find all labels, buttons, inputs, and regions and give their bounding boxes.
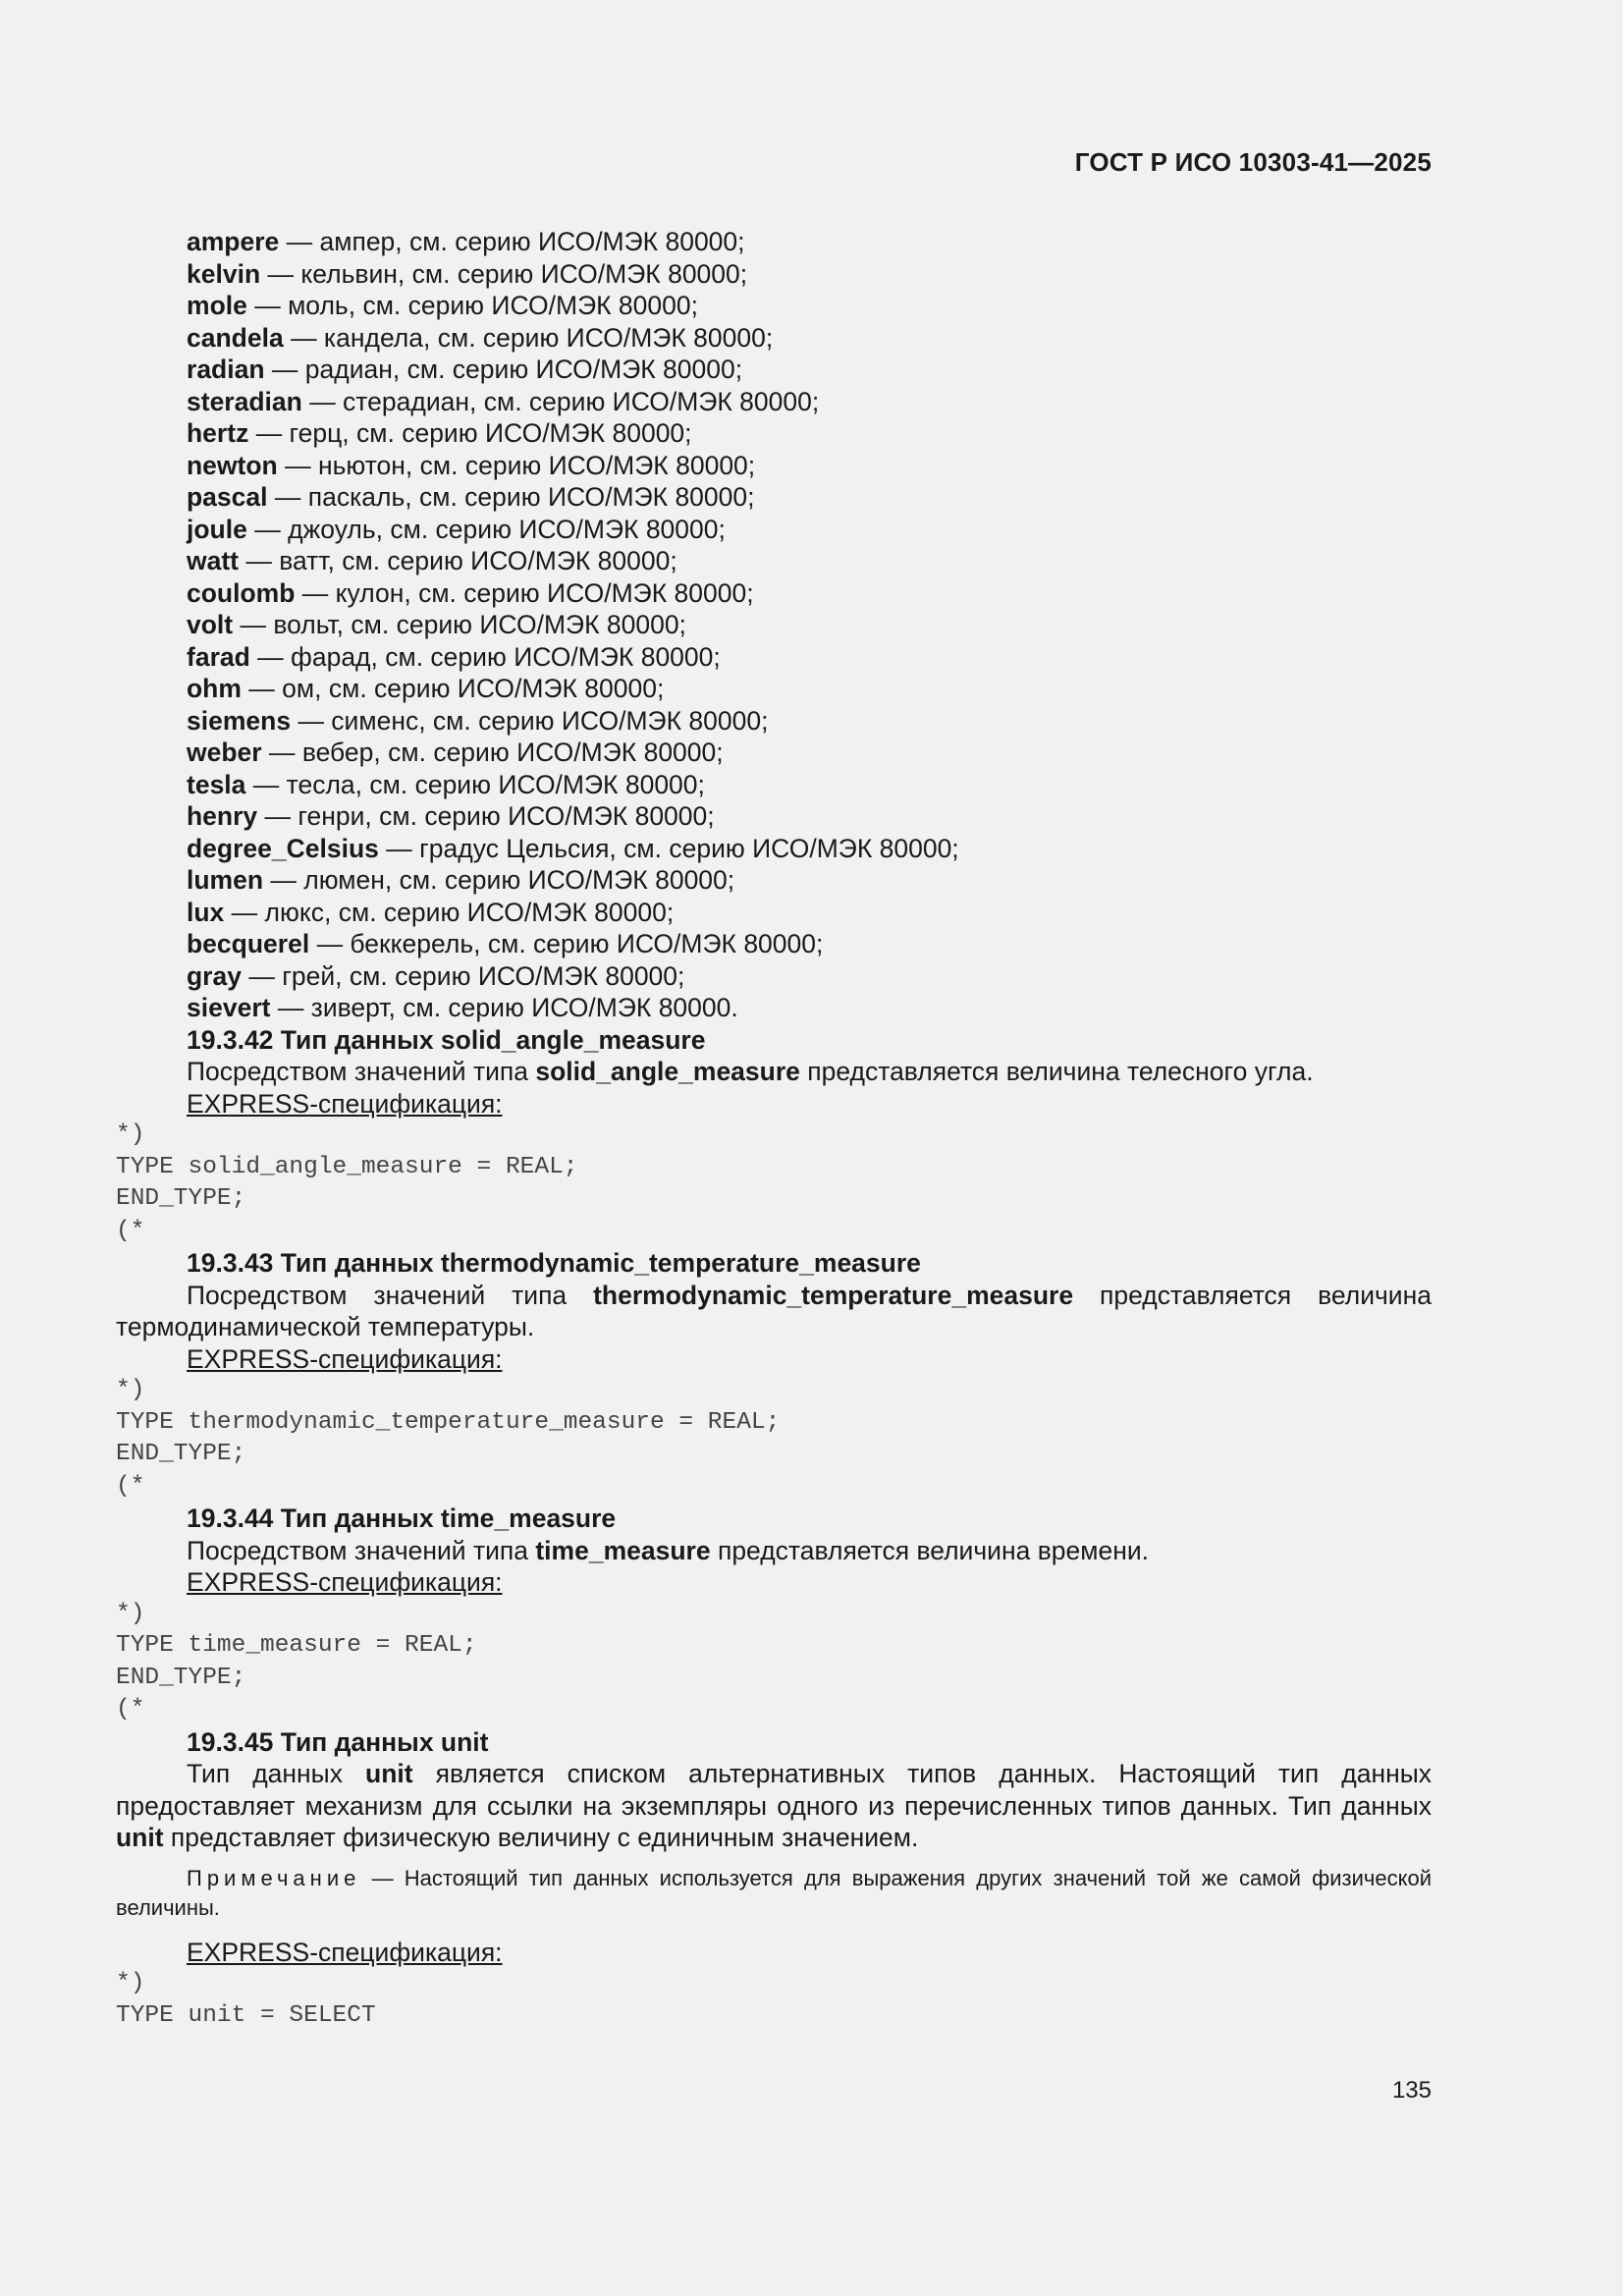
unit-description: — фарад, см. серию ИСО/МЭК 80000; (249, 641, 721, 672)
unit-item (116, 960, 1432, 993)
section-paragraph: Посредством значений типа solid_angle_measure представляется величина телесного угла. (187, 1057, 1314, 1086)
unit-description: — кандела, см. серию ИСО/МЭК 80000; (283, 322, 774, 353)
code-line: TYPE time_measure = REAL; (116, 1632, 477, 1659)
section-paragraph: Тип данных unit является списком альтернативных типов данных. Настоящий тип данных предоставляет механизм для ссылки на экземпляры одного из перечисленных типов данных. Тип данных unit представляет физическую величину с единичным значением. (116, 1759, 1433, 1852)
document-body (116, 226, 1432, 2032)
code-line: *) (116, 1600, 145, 1627)
section-paragraph: Посредством значений типа time_measure представляется величина времени. (187, 1535, 1150, 1565)
unit-item (116, 928, 1432, 960)
document-header: ГОСТ Р ИСО 10303-41—2025 (1074, 147, 1432, 177)
page-number: 135 (1391, 2077, 1432, 2104)
unit-item (116, 864, 1432, 897)
express-spec-label: EXPRESS-спецификация: (187, 1937, 503, 1967)
unit-item (116, 545, 1432, 577)
unit-name: degree_Celsius (187, 833, 379, 863)
unit-name: newton (187, 450, 278, 480)
unit-name: siemens (187, 705, 292, 736)
unit-description: — вебер, см. серию ИСО/МЭК 80000; (261, 738, 724, 767)
unit-name: radian (187, 355, 265, 384)
unit-description: — радиан, см. серию ИСО/МЭК 80000; (264, 355, 743, 384)
unit-item (116, 322, 1432, 355)
unit-name: pascal (187, 482, 268, 512)
unit-item (116, 226, 1432, 258)
unit-description: — ньютон, см. серию ИСО/МЭК 80000; (277, 450, 756, 480)
unit-item (116, 290, 1432, 322)
unit-name: sievert (187, 993, 271, 1022)
unit-description: — стерадиан, см. серию ИСО/МЭК 80000; (301, 386, 820, 416)
unit-name: ohm (187, 674, 242, 703)
unit-name: lumen (187, 865, 264, 895)
unit-item (116, 609, 1432, 641)
unit-name: volt (187, 610, 234, 639)
unit-item (116, 354, 1432, 386)
unit-name: kelvin (187, 258, 261, 289)
unit-name: candela (187, 322, 284, 353)
unit-description: — беккерель, см. серию ИСО/МЭК 80000; (309, 929, 824, 958)
unit-description: — джоуль, см. серию ИСО/МЭК 80000; (246, 514, 726, 544)
code-line: *) (116, 1121, 145, 1148)
unit-item (116, 641, 1432, 674)
code-line: (* (116, 1696, 145, 1722)
unit-description: — вольт, см. серию ИСО/МЭК 80000; (233, 610, 686, 639)
unit-name: gray (187, 960, 242, 991)
unit-item (116, 897, 1432, 929)
code-line: (* (116, 1217, 145, 1244)
unit-item (116, 450, 1432, 482)
unit-description: — тесла, см. серию ИСО/МЭК 80000; (245, 769, 705, 799)
unit-item (116, 577, 1432, 610)
unit-description: — грей, см. серию ИСО/МЭК 80000; (241, 960, 685, 991)
unit-description: — кулон, см. серию ИСО/МЭК 80000; (295, 577, 754, 608)
unit-item (116, 514, 1432, 546)
document-page (116, 0, 1432, 2296)
unit-description: — генри, см. серию ИСО/МЭК 80000; (257, 801, 715, 831)
unit-item (116, 673, 1432, 705)
unit-name: steradian (187, 386, 302, 416)
unit-item (116, 386, 1432, 418)
section-heading-19-3-44: 19.3.44 Тип данных time_measure (187, 1503, 617, 1533)
unit-item (116, 769, 1432, 801)
unit-name: watt (187, 546, 239, 575)
unit-name: farad (187, 641, 250, 672)
unit-name: tesla (187, 769, 246, 799)
unit-name: henry (187, 801, 258, 831)
express-spec-label: EXPRESS-спецификация: (187, 1567, 503, 1597)
code-line: END_TYPE; (116, 1441, 246, 1467)
unit-description: — кельвин, см. серию ИСО/МЭК 80000; (260, 258, 748, 289)
code-line: *) (116, 1970, 145, 1996)
unit-name: joule (187, 514, 247, 544)
unit-item (116, 833, 1432, 865)
unit-name: mole (187, 291, 247, 320)
unit-item (116, 417, 1432, 450)
unit-description: — ватт, см. серию ИСО/МЭК 80000; (239, 546, 677, 575)
note-label: Примечание (187, 1865, 361, 1890)
code-line: (* (116, 1472, 145, 1500)
unit-item (116, 258, 1432, 291)
unit-description: — градус Цельсия, см. серию ИСО/МЭК 80000; (378, 833, 959, 863)
code-line: TYPE solid_angle_measure = REAL; (116, 1153, 578, 1180)
code-line: END_TYPE; (116, 1185, 246, 1212)
unit-name: lux (187, 897, 225, 927)
unit-description: — моль, см. серию ИСО/МЭК 80000; (246, 291, 698, 320)
unit-description: — ампер, см. серию ИСО/МЭК 80000; (279, 227, 745, 256)
unit-description: — люкс, см. серию ИСО/МЭК 80000; (224, 897, 675, 927)
code-line: *) (116, 1377, 145, 1403)
code-line: TYPE unit = SELECT (116, 2001, 376, 2029)
section-heading-19-3-45: 19.3.45 Тип данных unit (187, 1726, 489, 1757)
units-list (116, 226, 1432, 1024)
unit-description: — сименс, см. серию ИСО/МЭК 80000; (291, 705, 769, 736)
code-line: END_TYPE; (116, 1664, 246, 1691)
unit-description: — зиверт, см. серию ИСО/МЭК 80000. (270, 993, 738, 1022)
unit-description: — ом, см. серию ИСО/МЭК 80000; (241, 674, 665, 703)
unit-item (116, 992, 1432, 1024)
unit-item (116, 737, 1432, 769)
unit-description: — люмен, см. серию ИСО/МЭК 80000; (263, 865, 735, 895)
code-line: TYPE thermodynamic_temperature_measure = REAL; (116, 1408, 781, 1436)
unit-item (116, 800, 1432, 833)
section-heading-19-3-42: 19.3.42 Тип данных solid_angle_measure (187, 1024, 706, 1055)
section-paragraph: Посредством значений типа thermodynamic_temperature_measure представляется величина термодинамической температуры. (116, 1280, 1432, 1341)
note-paragraph: Примечание — Настоящий тип данных используется для выражения других значений той же самой физической величины. (116, 1865, 1432, 1920)
unit-description: — герц, см. серию ИСО/МЭК 80000; (248, 418, 692, 448)
unit-name: becquerel (187, 929, 310, 958)
express-spec-label: EXPRESS-спецификация: (187, 1088, 503, 1119)
section-heading-19-3-43: 19.3.43 Тип данных thermodynamic_temperature_measure (187, 1248, 921, 1278)
unit-name: weber (187, 738, 262, 767)
unit-item (116, 705, 1432, 738)
express-spec-label: EXPRESS-спецификация: (187, 1343, 503, 1374)
unit-description: — паскаль, см. серию ИСО/МЭК 80000; (267, 482, 755, 512)
unit-name: hertz (187, 418, 249, 448)
unit-item (116, 481, 1432, 514)
unit-name: ampere (187, 227, 280, 256)
unit-name: coulomb (187, 577, 296, 608)
